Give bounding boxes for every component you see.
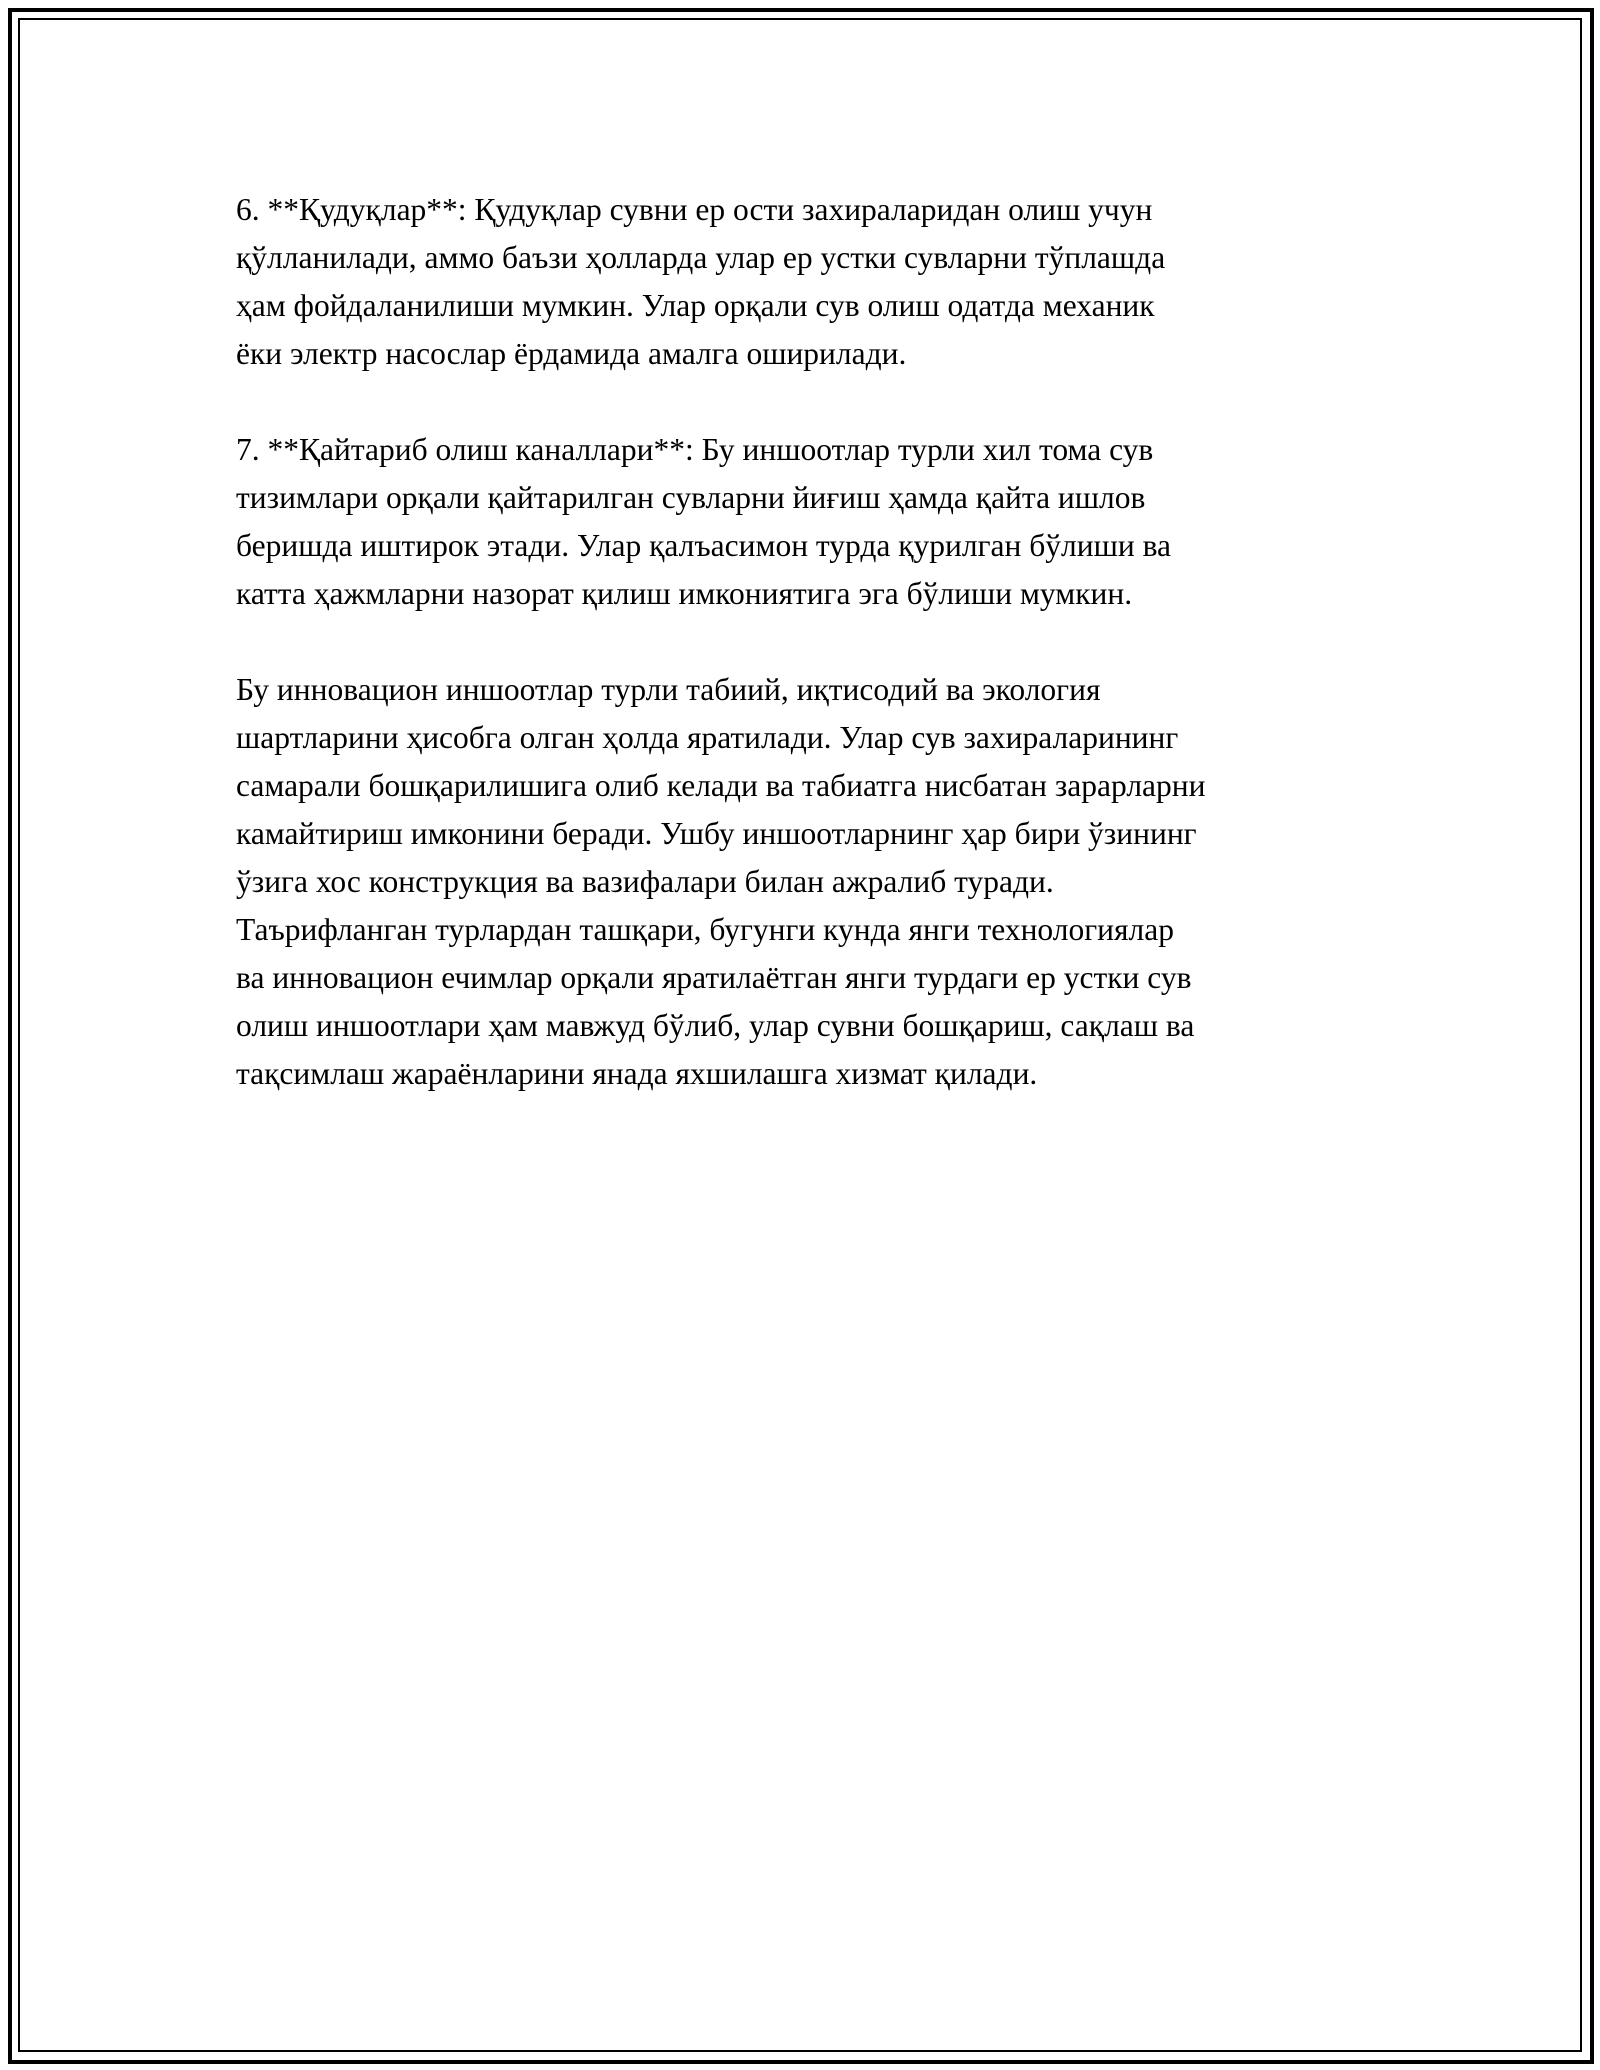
text-line: тақсимлаш жараёнларини янада яхшилашга хизмат қилади. (236, 1056, 1038, 1091)
document-body (236, 186, 1416, 1146)
paragraph-wells (236, 186, 1416, 378)
text-line: камайтириш имконини беради. Ушбу иншоотларнинг ҳар бири ўзининг (236, 816, 1197, 851)
paragraph-return-channels (236, 426, 1416, 618)
text-line: қўлланилади, аммо баъзи ҳолларда улар ер устки сувларни тўплашда (236, 240, 1166, 275)
text-line: 7. **Қайтариб олиш каналлари**: Бу иншоотлар турли хил тома сув (236, 432, 1154, 467)
text-line: 6. **Қудуқлар**: Қудуқлар сувни ер ости захираларидан олиш учун (236, 192, 1153, 227)
text-line: ва инновацион ечимлар орқали яратилаётган янги турдаги ер устки сув (236, 960, 1192, 995)
text-line: Таърифланган турлардан ташқари, бугунги кунда янги технологиялар (236, 912, 1174, 947)
text-line: тизимлари орқали қайтарилган сувларни йиғиш ҳамда қайта ишлов (236, 480, 1146, 515)
text-line: ўзига хос конструкция ва вазифалари билан ажралиб туради. (236, 864, 1054, 899)
paragraph-conclusion (236, 666, 1416, 1098)
text-line: ҳам фойдаланилиши мумкин. Улар орқали сув олиш одатда механик (236, 288, 1155, 323)
text-line: катта ҳажмларни назорат қилиш имкониятига эга бўлиши мумкин. (236, 576, 1133, 611)
text-line: шартларини ҳисобга олган ҳолда яратилади. Улар сув захираларининг (236, 720, 1179, 755)
text-line: беришда иштирок этади. Улар қалъасимон турда қурилган бўлиши ва (236, 528, 1172, 563)
text-line: самарали бошқарилишига олиб келади ва табиатга нисбатан зарарларни (236, 768, 1206, 803)
text-line: Бу инновацион иншоотлар турли табиий, иқтисодий ва экология (236, 672, 1101, 707)
text-line: олиш иншоотлари ҳам мавжуд бўлиб, улар сувни бошқариш, сақлаш ва (236, 1008, 1195, 1043)
text-line: ёки электр насослар ёрдамида амалга оширилади. (236, 336, 907, 371)
